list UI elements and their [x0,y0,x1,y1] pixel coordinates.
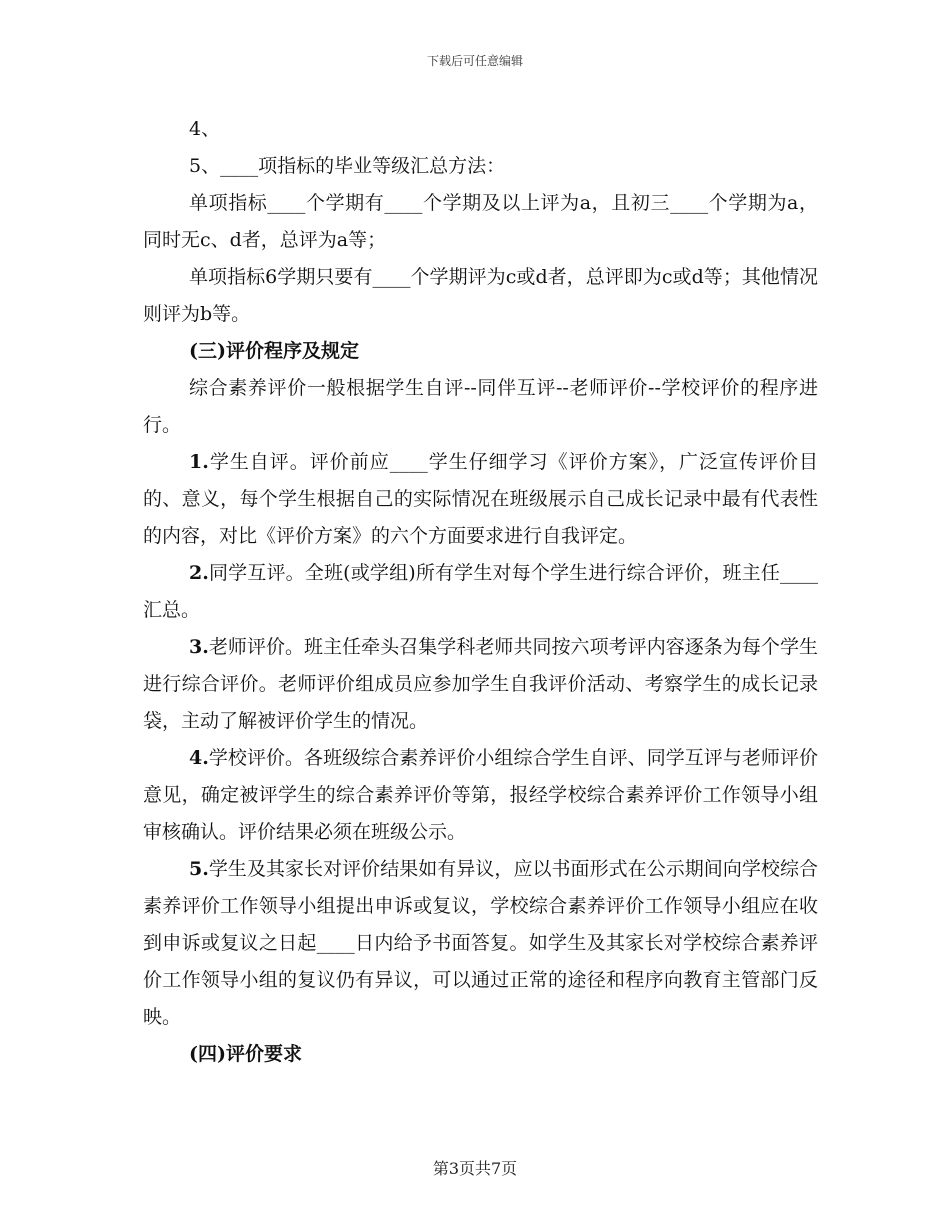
page-header: 下载后可任意编辑 [426,54,523,68]
item-text: 老师评价。班主任牵头召集学科老师共同按六项考评内容逐条为每个学生进行综合评价。老师评价组成员应参加学生自我评价活动、考察学生的成长记录袋，主动了解被评价学生的情况。 [143,636,818,732]
paragraph-peer-evaluation [143,555,818,629]
item-number: 1. [189,451,209,473]
paragraph-single-indicator-cd: 单项指标6学期只要有____个学期评为c或d者，总评即为c或d等；其他情况则评为b等。 [143,266,818,325]
item-text: 学生自评。评价前应____学生仔细学习《评价方案》，广泛宣传评价目的、意义，每个学生根据自己的实际情况在班级展示自己成长记录中最有代表性的内容，对比《评价方案》的六个方面要求进行自我评定。 [143,451,818,547]
item-text: 同学互评。全班(或学组)所有学生对每个学生进行综合评价，班主任____汇总。 [143,562,818,621]
item-number: 2. [189,562,209,584]
paragraph-self-evaluation [143,444,818,555]
item-number: 5. [189,858,209,880]
list-item-5: 5、____项指标的毕业等级汇总方法： [189,155,506,177]
section-heading-4: (四)评价要求 [189,1043,302,1065]
item-text: 学生及其家长对评价结果如有异议，应以书面形式在公示期间向学校综合素养评价工作领导小组提出申诉或复议，学校综合素养评价工作领导小组应在收到申诉或复议之日起____日内给予书面答复。如学生及其家长对学校综合素养评价工作领导小组的复议仍有异议，可以通过正常的途径和程序向教育主管部门反映。 [143,858,818,1028]
page-footer: 第3页共7页 [432,1159,518,1178]
paragraph-evaluation-order: 综合素养评价一般根据学生自评--同伴互评--老师评价--学校评价的程序进行。 [143,377,818,436]
paragraph-teacher-evaluation [143,629,818,740]
paragraph-school-evaluation [143,740,818,851]
paragraph-single-indicator-a: 单项指标____个学期有____个学期及以上评为a，且初三____个学期为a，同时无c、d者，总评为a等； [143,192,818,251]
item-number: 3. [189,636,209,658]
item-number: 4. [189,747,209,769]
list-item-4: 4、 [189,118,221,140]
document-body [143,111,818,1073]
section-heading-3: (三)评价程序及规定 [189,340,359,362]
paragraph-appeal [143,851,818,1036]
item-text: 学校评价。各班级综合素养评价小组综合学生自评、同学互评与老师评价意见，确定被评学生的综合素养评价等第，报经学校综合素养评价工作领导小组审核确认。评价结果必须在班级公示。 [143,747,818,843]
